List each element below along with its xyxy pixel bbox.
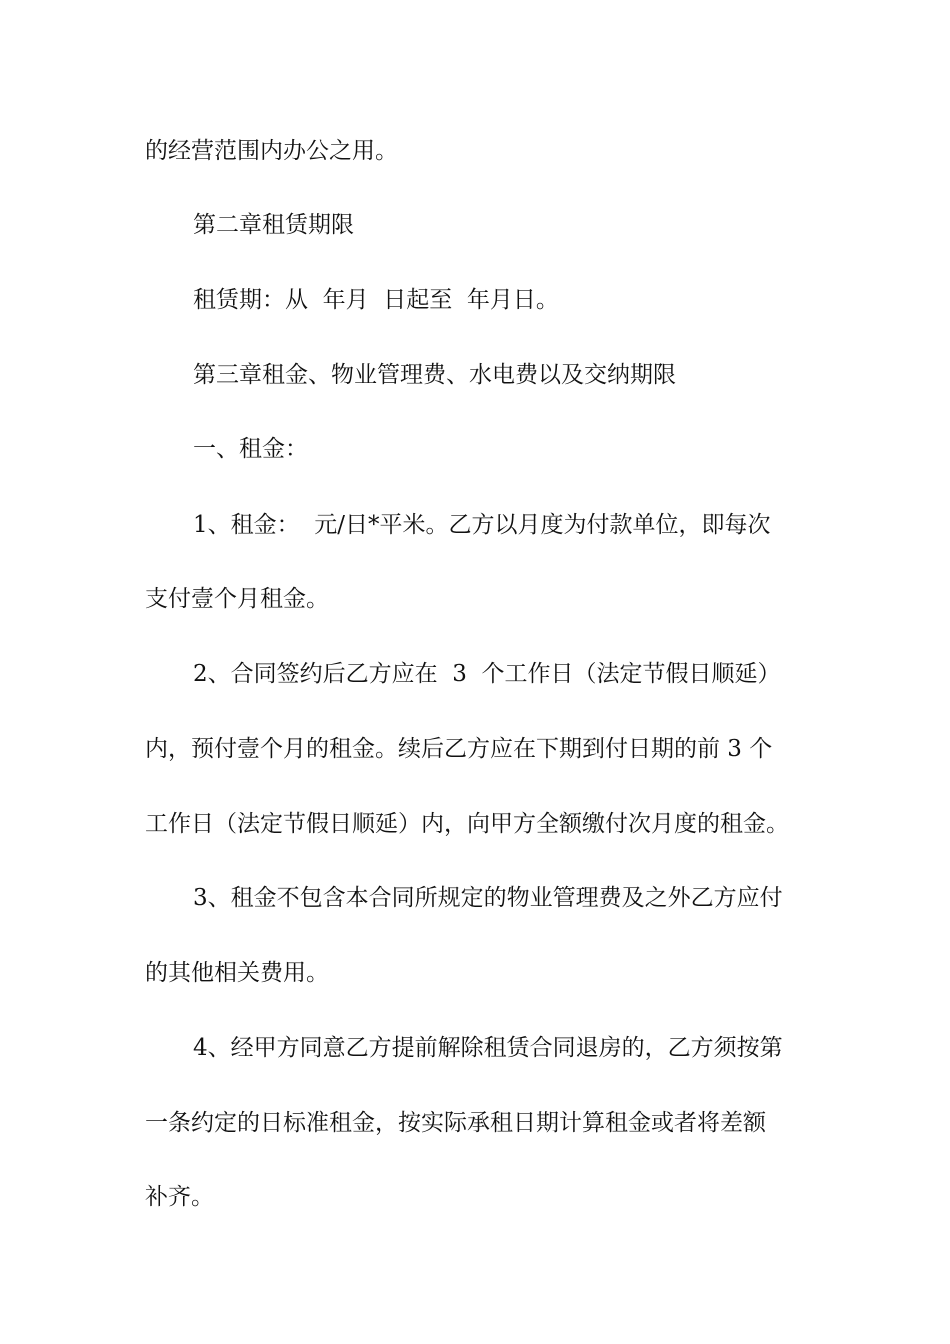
line-text: 1、租金： 元/日*平米。乙方以月度为付款单位，即每次 [193, 512, 771, 538]
line-text: 内，预付壹个月的租金。续后乙方应在下期到付日期的前 3 个 [145, 736, 773, 762]
line-text: 的其他相关费用。 [145, 960, 329, 986]
line-text: 工作日（法定节假日顺延）内，向甲方全额缴付次月度的租金。 [145, 811, 789, 837]
line-text: 的经营范围内办公之用。 [145, 138, 398, 164]
line-text: 第三章租金、物业管理费、水电费以及交纳期限 [193, 362, 676, 388]
line-text: 3、租金不包含本合同所规定的物业管理费及之外乙方应付 [193, 885, 783, 911]
line-text: 4、经甲方同意乙方提前解除租赁合同退房的，乙方须按第 [193, 1035, 783, 1061]
line-text: 2、合同签约后乙方应在 3 个工作日（法定节假日顺延） [193, 661, 781, 687]
line-text: 补齐。 [145, 1184, 214, 1210]
line-text: 一条约定的日标准租金，按实际承租日期计算租金或者将差额 [145, 1110, 766, 1136]
line-text: 第二章租赁期限 [193, 212, 354, 238]
line-text: 租赁期：从 年月 日起至 年月日。 [193, 287, 559, 313]
line-text: 一、租金： [193, 436, 308, 462]
line-text: 支付壹个月租金。 [145, 586, 329, 612]
